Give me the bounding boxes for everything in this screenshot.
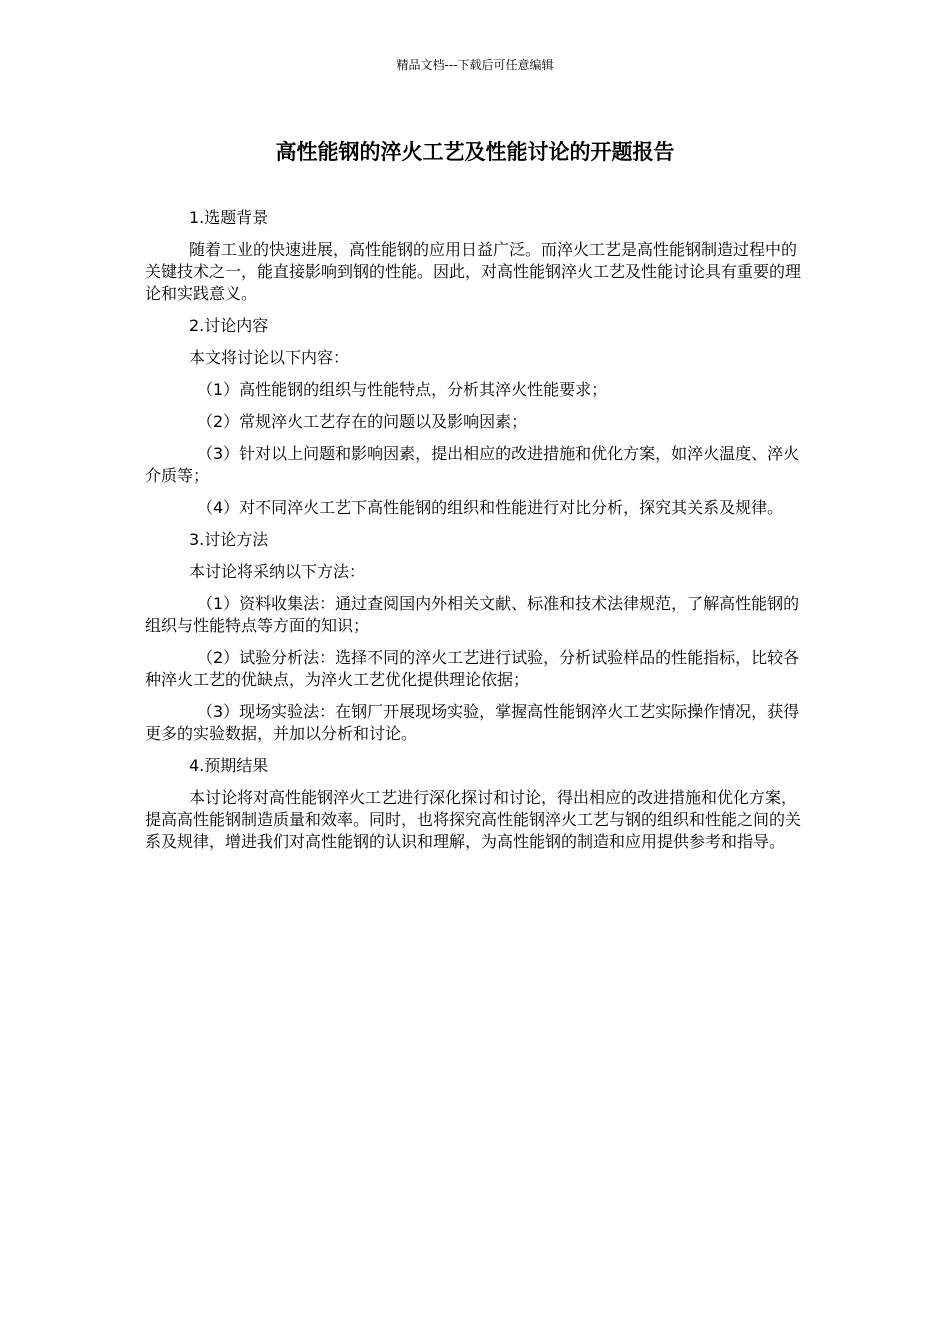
content-item-2: （2）常规淬火工艺存在的问题以及影响因素；	[197, 412, 528, 431]
section-heading-content: 2.讨论内容	[189, 316, 269, 335]
background-paragraph: 随着工业的快速进展，高性能钢的应用日益广泛。而淬火工艺是高性能钢制造过程中的关键技术之一，能直接影响到钢的性能。因此，对高性能钢淬火工艺及性能讨论具有重要的理论和实践意义。	[145, 240, 802, 303]
content-item-1: （1）高性能钢的组织与性能特点，分析其淬火性能要求；	[197, 380, 608, 399]
content-item-3: （3）针对以上问题和影响因素，提出相应的改进措施和优化方案，如淬火温度、淬火介质等；	[145, 444, 800, 485]
content-item-4: （4）对不同淬火工艺下高性能钢的组织和性能进行对比分析，探究其关系及规律。	[197, 498, 784, 517]
results-paragraph: 本讨论将对高性能钢淬火工艺进行深化探讨和讨论，得出相应的改进措施和优化方案，提高高性能钢制造质量和效率。同时，也将探究高性能钢淬火工艺与钢的组织和性能之间的关系及规律，增进我们对高性能钢的认识和理解，为高性能钢的制造和应用提供参考和指导。	[145, 788, 802, 851]
method-item-2: （2）试验分析法：选择不同的淬火工艺进行试验，分析试验样品的性能指标，比较各种淬火工艺的优缺点，为淬火工艺优化提供理论依据；	[145, 648, 800, 689]
page-header: 精品文档---下载后可任意编辑	[396, 58, 554, 72]
document-body	[145, 207, 807, 863]
method-item-3: （3）现场实验法：在钢厂开展现场实验，掌握高性能钢淬火工艺实际操作情况，获得更多的实验数据，并加以分析和讨论。	[145, 702, 800, 743]
content-intro: 本文将讨论以下内容：	[189, 348, 350, 367]
method-intro: 本讨论将采纳以下方法：	[189, 562, 366, 581]
section-heading-results: 4.预期结果	[189, 756, 269, 775]
section-heading-background: 1.选题背景	[189, 208, 269, 227]
method-item-1: （1）资料收集法：通过查阅国内外相关文献、标准和技术法律规范，了解高性能钢的组织与性能特点等方面的知识；	[145, 594, 800, 635]
document-title: 高性能钢的淬火工艺及性能讨论的开题报告	[275, 140, 675, 164]
section-heading-method: 3.讨论方法	[189, 530, 269, 549]
